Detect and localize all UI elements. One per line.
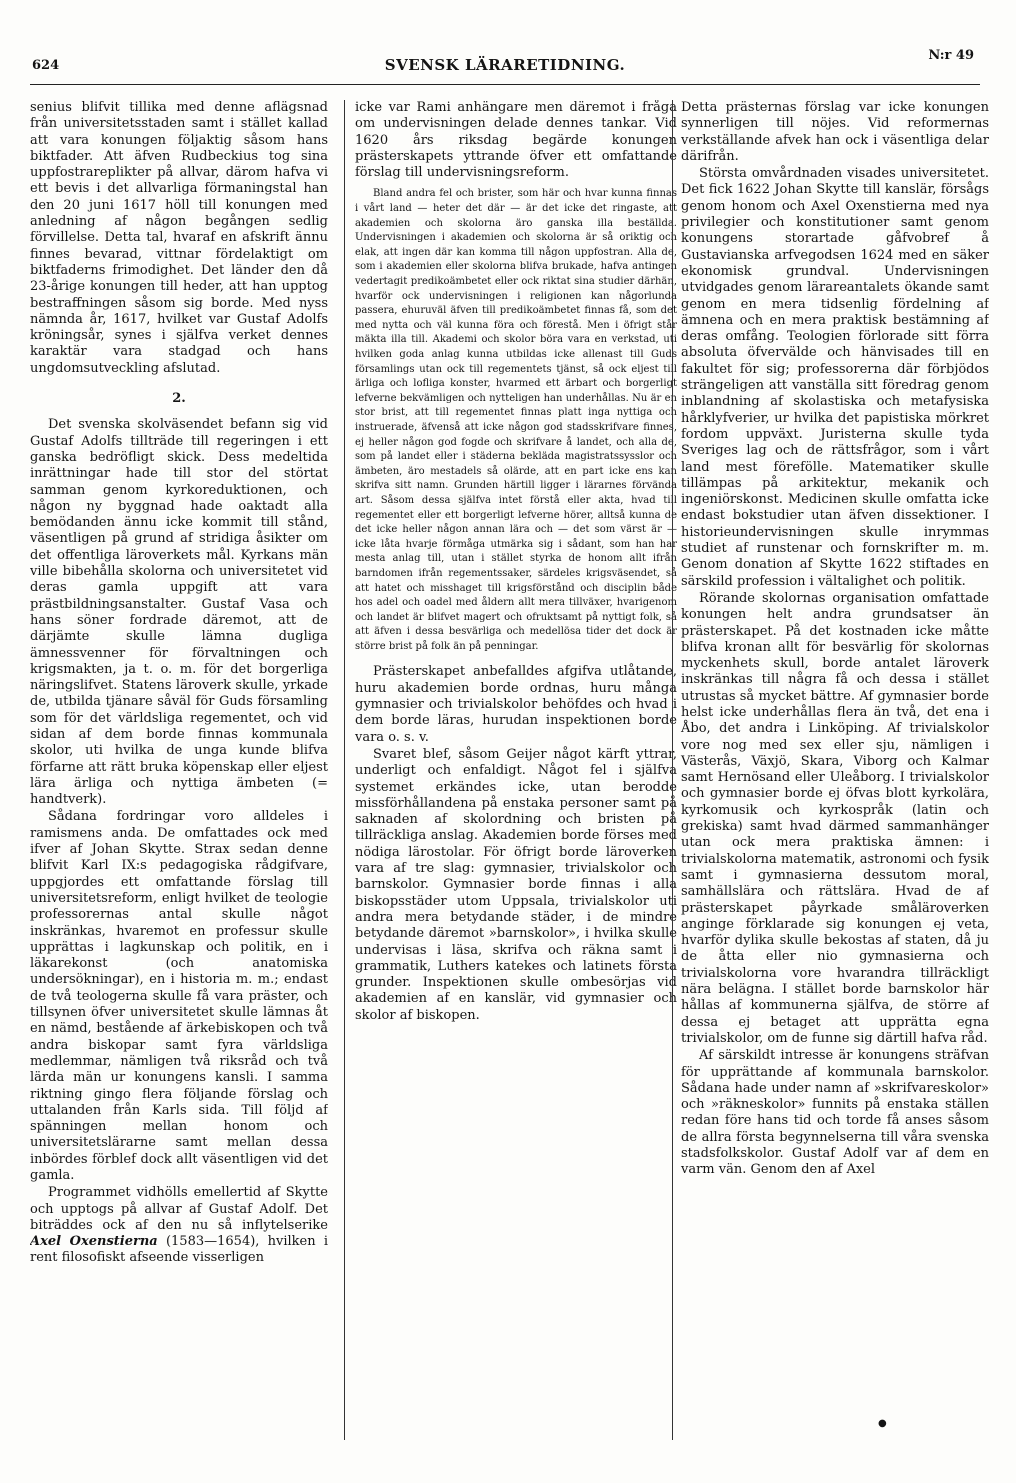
paragraph — [30, 1185, 328, 1266]
journal-title: SVENSK LÄRARETIDNING. — [384, 56, 626, 74]
column-3 — [672, 100, 989, 1440]
paragraph-text: Programmet vidhölls emellertid af Skytte och upptogs på allvar af Gustaf Adolf. Det biträddes ock af den nu så inflytelserike — [30, 1185, 328, 1233]
paragraph: Rörande skolornas organisation omfattade konungen helt andra grundsatser än prästerskapet. På det kostnaden icke måtte blifva kronan allt för besvärlig för skolornas myckenhets skull, borde antalet läroverk inskränkas till några få och dessa i stället utrustas så mycket bättre. Af gymnasier borde helst icke underhållas flera än två, det ena i Åbo, det andra i Linköping. Af trivialskolor vore nog med sex eller sju, nämligen i Västerås, Växjö, Skara, Viborg och Kalmar samt Hernösand eller Uleåborg. I trivialskolor och gymnasier borde ej öfvas blott kyrkolära, kyrkomusik och kyrkospråk (latin och grekiska) samt hvad därmed sammanhänger utan ock mera praktiska ämnen: i trivialskolorna matematik, astronomi och fysik samt i gymnasierna dessutom moral, samhällslära och rättslära. Hvad de af prästerskapet påyrkade småläroverken anginge förklarade sig konungen ej veta, hvarför dylika skulle bekostas af staten, då ju de åtta eller nio gymnasierna och trivialskolorna vore hvarandra tillräckligt nära belägna. I stället borde barnskolor här hållas af kommunerna själfva, de större af dessa ej betaget att upprätta egna trivialskolor, om de funne sig därtill hafva råd. — [681, 590, 989, 1046]
paragraph: icke var Rami anhängare men däremot i fråga om undervisningen delade dennes tankar. Vid 1620 års riksdag begärde konungen prästerskapets yttrande öfver ett omfattande förslag till undervisningsreform. — [355, 100, 677, 181]
section-heading: 2. — [172, 391, 186, 407]
paragraph: senius blifvit tillika med denne aflägsnad från universitetsstaden samt i stället kallad att vara konungen följaktig såsom hans biktfader. Att äfven Rudbeckius tog sina uppfostrareplikter på allvar, därom hafva vi ett bevis i det allvarliga förmaningstal han den 20 juni 1617 höll till konungen med anledning af någon begången sedlig förvillelse. Detta tal, hvaraf en afskrift ännu finnes bevarad, vittnar fördelaktigt om biktfaderns frimodighet. Det länder den då 23-årige konungen till heder, att han upptog bestraffningen såsom sig borde. Med nyss nämnda år, 1617, hvilket var Gustaf Adolfs kröningsår, synes i själfva verket dennes karaktär vara stadgad och hans ungdomsutveckling afslutad. — [30, 100, 328, 376]
quotation: Bland andra fel och brister, som här och hvar kunna finnas i vårt land — heter det där — är det icke det ringaste, att akademien och skolorna äro ganska illa beställda. Undervisningen i akademien och skolorna är så oriktig och elak, att ingen där kan komma till någon uppfostran. Alla de, som i akademien eller skolorna blifva brukade, hafva antingen vedertagit predikoämbetet eller ock riktat sina studier därhän, hvarför ock undervisningen i religionen kan någorlunda passera, ehuruväl äfven till predikoämbetet finnas få, som det med nytta och väl kunna föra och förestå. Men i öfrigt står mäkta illa till. Akademi och skolor böra vara en verkstad, uti hvilken goda anlag kunna utbildas icke allenast till Guds församlings utan ock till regementets tjänst, så ock eljest till ärliga och lofliga konster, hvarmed ett ärbart och borgerligt lefverne bekvämligen och nytteligen han underhållas. Nu är en stor brist, att till regementet finnas platt inga nyttiga och instruerade, äfvenså att icke någon god stadsskrifvare finnes, ej heller någon god fogde och skrifvare å landet, och alla de, som på landet eller i städerna bekläda magistratssysslor och ämbeten, äro mestadels så olärde, att en part icke ens kan skrifva sitt namn. Grunden härtill ligger i lärarnes förvända art. Såsom dessa själfva intet förstå eller akta, hvad till regementet eller ett borgerligt lefverne hörer, alltså kunna de det icke heller någon annan lära och — det som värst är — icke låta hvarje förmåga utmärka sig i sådant, som han har mesta anlag till, utan i stället styrka de honom allt ifrån barndomen ifrån regementssaker, särdeles krigsväsendet, så att hatet och misshaget till krigsförstånd och disciplin både hos adel och oadel med åldern allt mera tillväxer, hvarigenom och landet är blifvet magert och ofruktsamt på nyttigt folk, så att äfven i dessa besvärliga och medellösa tider det dock är större brist på folk än på penningar. — [355, 188, 677, 652]
issue-number: N:r 49 — [928, 48, 974, 63]
bullet-mark: ● — [878, 1418, 887, 1429]
paragraph: Största omvårdnaden visades universitetet. Det fick 1622 Johan Skytte till kanslär, försågs genom honom och Axel Oxenstierna med nya privilegier och konstitutioner samt genom konungens storartade gåfvobref å Gustavianska arfvegodsen 1624 med en säker ekonomisk grundval. Undervisningen utvidgades genom lärareantalets ökande samt genom en mera tidsenlig fördelning af ämnena och en mera praktisk bestämning af deras omfång. Teologien förlorade sitt förra absoluta öfvervälde och hänvisades till en fakultet för sig; professorerna där förbjödos strängeligen att vanställa sitt föredrag genom inblandning af skolastiska och metafysiska hårklyfverier, ur hvilka det papistiska mörkret fordom uppväxt. Juristerna skulle tyda Sveriges lag och de rättsfrågor, som i vårt land mest förefölle. Matematiker skulle tillämpas på arkitektur, mekanik och ingeniörskonst. Medicinen skulle omfatta icke endast bokstudier utan äfven dissektioner. I historieundervisningen skulle inrymmas studiet af runstenar och fornskrifter m. m. Genom donation af Skytte 1622 stiftades en särskild profession i vältalighet och politik. — [681, 166, 989, 589]
paragraph: Prästerskapet anbefalldes afgifva utlåtande, huru akademien borde ordnas, huru många gymnasier och trivialskolor behöfdes och hvad i dem borde läras, hurudan inspektionen borde vara o. s. v. — [355, 664, 677, 745]
page-header — [30, 44, 980, 85]
person-name: Axel Oxenstierna — [30, 1234, 158, 1250]
page-number: 624 — [32, 58, 60, 73]
column-2 — [344, 100, 677, 1440]
paragraph: Af särskildt intresse är konungens sträfvan för upprättande af kommunala barnskolor. Sådana hade under namn af »skrifvareskolor» och »räkneskolor» funnits på enstaka ställen redan före hans tid och torde få anses såsom de allra första begynnelserna till våra svenska stadsfolkskolor. Gustaf Adolf var af dem en varm vän. Genom den af Axel — [681, 1048, 989, 1178]
paragraph: Sådana fordringar voro alldeles i ramismens anda. De omfattades ock med ifver af Johan Skytte. Strax sedan denne blifvit Karl IX:s pedagogiska rådgifvare, uppgjordes ett omfattande förslag till universitetsreform, enligt hvilket de teologie professorernas antal skulle något inskränkas, hvaremot en professur skulle upprättas i lagkunskap och politik, en i läkarekonst (och anatomiska undersökningar), en i historia m. m.; endast de två teologerna skulle få vara präster, och tillsynen öfver universitetet skulle lämnas åt en nämd, bestående af ärkebiskopen och två andra biskopar samt fyra världsliga medlemmar, nämligen två riksråd och två lärda män ur konungens kansli. I samma riktning gingo flera följande förslag och uttalanden från Karls sida. Till följd af spänningen mellan honom och universitetslärarne samt mellan dessa inbördes förblef dock allt väsentligen vid det gamla. — [30, 809, 328, 1183]
paragraph: Svaret blef, såsom Geijer något kärft yttrar, underligt och enfaldigt. Något fel i själfva systemet erkändes icke, utan berodde missförhållandena på enstaka personer samt på saknaden af skolordning och bristen på tillräckliga anslag. Akademien borde förses med nödiga lärostolar. För öfrigt borde läroverken vara af tre slag: gymnasier, trivialskolor och barnskolor. Gymnasier borde finnas i alla biskopsstäder utom Uppsala, trivialskolor uti andra mera betydande städer, i de mindre betydande däremot »barnskolor», i hvilka skulle undervisas i läsa, skrifva och räkna samt i grammatik, Luthers katekes och latinets första grunder. Inspektionen skulle ombesörjas vid akademien af en kanslär, vid gymnasier och skolor af biskopen. — [355, 746, 677, 1023]
paragraph-text: (1583—1654), hvilken i rent filosofiskt afseende visserligen — [30, 1234, 328, 1266]
paragraph: Det svenska skolväsendet befann sig vid Gustaf Adolfs tillträde till regeringen i ett ganska bedröfligt skick. Dess medeltida inrättningar hade till stor del störtat samman genom kyrkoreduktionen, och någon ny byggnad hade oaktadt alla bemödanden ännu icke kommit till stånd, väsentligen på grund af stridiga åsikter om det offentliga läroverkets mål. Kyrkans män ville bibehålla skolorna och universitetet vid deras gamla uppgift att vara prästbildningsanstalter. Gustaf Vasa och hans söner fordrade däremot, att de därjämte skulle lämna dugliga ämnessvenner för förvaltningen och krigsmakten, ja t. o. m. för det borgerliga näringslifvet. Statens läroverk skulle, yrkade de, utbilda tjänare såväl för Guds församling som för det världsliga regementet, och vid sidan af dem borde finnas kommunala skolor, uti hvilka de unga kunde blifva förfarne att rätt bruka köpenskap eller eljest lära ärliga och nyttiga ämbeten (= handtverk). — [30, 417, 328, 808]
paragraph: Detta prästernas förslag var icke konungen synnerligen till nöjes. Vid reformernas verkställande afvek han ock i väsentliga delar därifrån. — [681, 100, 989, 164]
column-1 — [30, 100, 328, 1440]
